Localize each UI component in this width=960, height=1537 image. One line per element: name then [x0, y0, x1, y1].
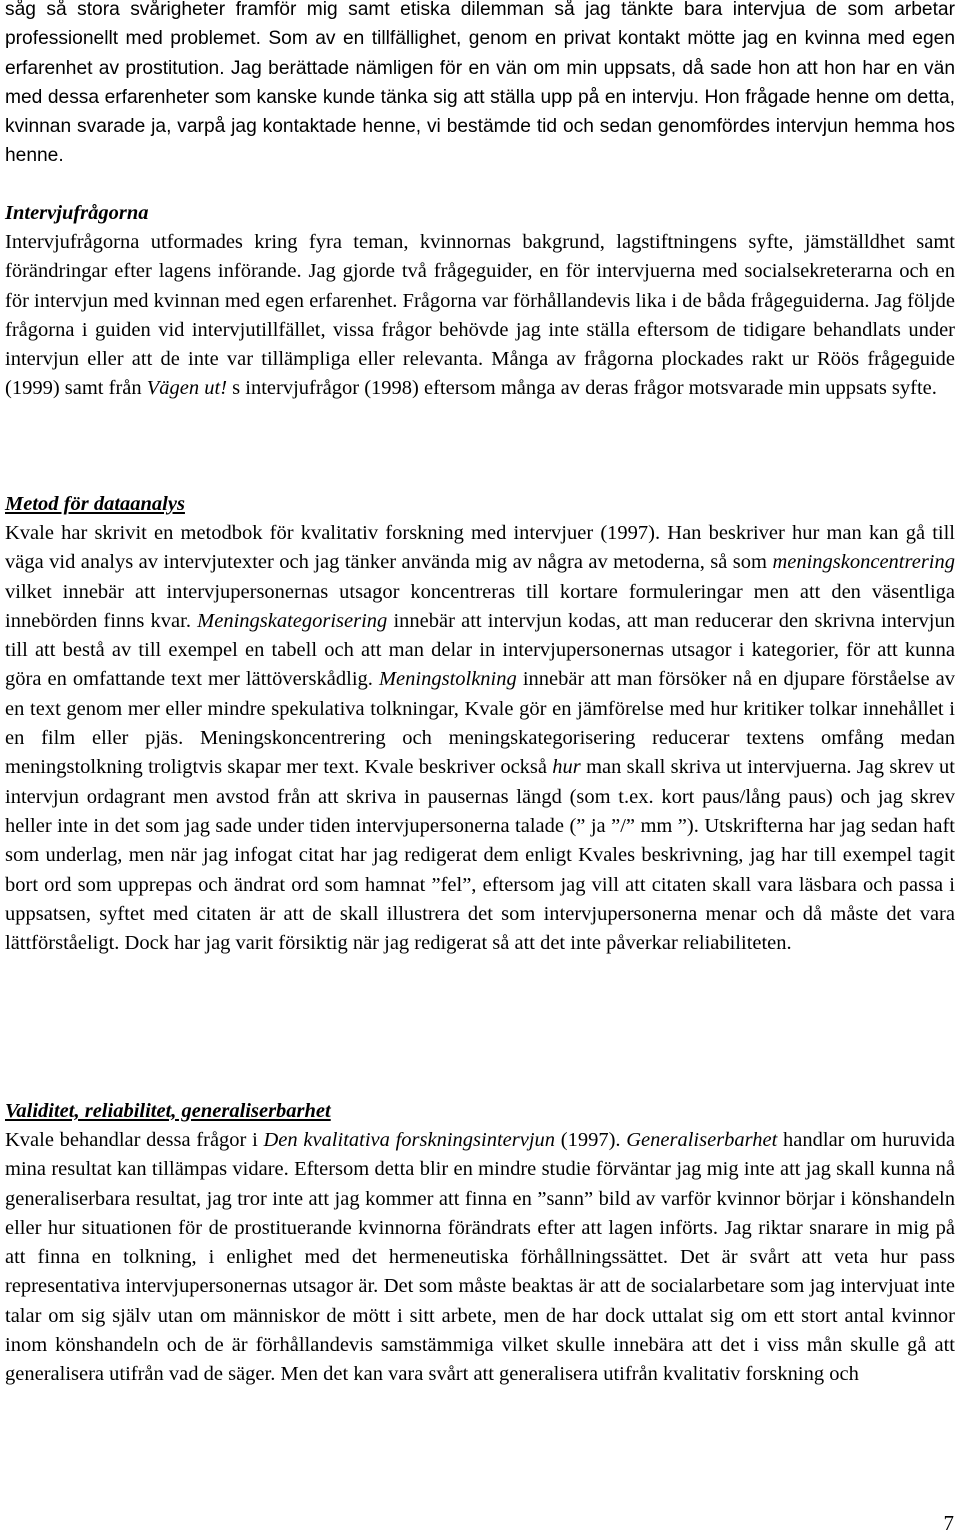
term-meningskoncentrering: meningskoncentrering [772, 551, 955, 574]
analysis-text-a: Kvale har skrivit en metodbok för kvalitativ forskning med intervjuer (1997). Han beskriver hur man kan gå till väga vid analys av intervjutexter och jag tänker använda mig av några av metoderna, så som [5, 522, 955, 574]
term-generaliserbarhet: Generaliserbarhet [626, 1129, 778, 1151]
term-hur: hur [552, 756, 581, 779]
intro-paragraph: såg så stora svårigheter framför mig samt etiska dilemman så jag tänkte bara intervjua de som arbetar professionellt med problemet. Som av en tillfällighet, genom en privat kontakt mötte jag en kvinna med egen erfarenhet av prostitution. Jag berättade nämligen för en vän om min uppsats, då sade hon att hon har en vän med dessa erfarenheter som kanske kunde tänka sig att ställa upp på en intervju. Hon frågade henne om detta, kvinnan svarade ja, varpå jag kontaktade henne, vi bestämde tid och sedan genomfördes intervjun hemma hos henne. [5, 0, 955, 167]
validity-heading: Validitet, reliabilitet, generaliserbarhet [5, 1100, 331, 1122]
interview-questions-heading: Intervjufrågorna [5, 202, 149, 224]
validity-paragraph [5, 1126, 955, 1390]
validity-text-b: (1997). [555, 1129, 627, 1151]
interview-questions-paragraph [5, 228, 955, 404]
analysis-text-c: innebär att intervjun kodas, att man reducerar den skrivna intervjun till att bestå av till exempel en tabell och att man delar in intervjupersonernas utsagor i kategorier, för att kunna göra en omfattande text mer lättöverskådlig. [5, 609, 956, 691]
analysis-text-e: man skall skriva ut intervjuerna. Jag skrev ut intervjun ordagrant men avstod från att skriva in pausernas längd (som t.ex. kort paus/lång paus) och jag skrev heller inte in det som jag sade under tiden intervjupersonerna talade (” ja ”/” mm ”). Utskrifterna har jag sedan haft som underlag, men när jag infogat citat har jag redigerat dem enligt Kvales beskrivning, jag har till exempel tagit bort ord som upprepas och ändrat ord som hamnat ”fel”, eftersom jag vill att citaten skall vara läsbara och passa i uppsatsen, syftet med citaten är att de skall illustrera det som intervjupersonerna menar och då måste det vara lättförståeligt. Dock har jag varit försiktig när jag redigerat så att det inte påverkar reliabiliteten. [5, 756, 955, 955]
page-number: 7 [943, 1511, 954, 1535]
term-meningstolkning: Meningstolkning [378, 668, 517, 691]
interview-questions-text-b: s intervjufrågor (1998) eftersom många av deras frågor motsvarade min uppsats syfte. [227, 377, 937, 400]
vagen-ut-title: Vägen ut! [146, 377, 228, 400]
analysis-method-heading: Metod för dataanalys [5, 493, 185, 515]
interview-questions-text-a: Intervjufrågorna utformades kring fyra teman, kvinnornas bakgrund, lagstiftningens syfte, jämställdhet samt förändringar efter lagens införande. Jag gjorde två frågeguider, en för intervjuerna med socialsekreterarna och en för intervjun med kvinnan med egen erfarenhet. Frågorna var förhållandevis lika i de båda frågeguiderna. Jag följde frågorna i guiden vid intervjutillfället, vissa frågor behövde jag inte ställa eftersom de tidigare behandlats under intervjun eller att de inte var tillämpliga eller relevanta. Många av frågorna plockades rakt ur Röös frågeguide (1999) samt från [5, 231, 955, 400]
analysis-text-d: innebär att man försöker nå en djupare förståelse av en text genom mer eller mindre spekulativa tolkningar, Kvale gör en jämförelse med hur kritiker tolkar innehållet i en film eller pjäs. Meningskoncentrering och meningskategorisering reducerar textens omfång medan meningstolkning troligtvis skapar mer text. Kvale beskriver också [5, 668, 955, 779]
book-title: Den kvalitativa forskningsintervjun [263, 1129, 556, 1151]
validity-text-a: Kvale behandlar dessa frågor i [5, 1129, 264, 1151]
term-meningskategorisering: Meningskategorisering [197, 609, 388, 632]
analysis-method-paragraph [5, 519, 955, 958]
analysis-text-b: vilket innebär att intervjupersonernas utsagor koncentreras till kortare formuleringar men att den väsentliga innebörden finns kvar. [5, 580, 955, 632]
validity-text-c: handlar om huruvida mina resultat kan tillämpas vidare. Eftersom detta blir en mindre studie förväntar jag mig inte att jag skall kunna nå generaliserbara resultat, jag tror inte att jag kommer att finna en ”sann” bild av varför kvinnor börjar i könshandeln eller hur situationen för de prostituerande kvinnorna förändrats efter att lagen införts. Jag riktar snarare in mig på att finna en tolkning, i enlighet med det hermeneutiska förhållningssättet. Det är svårt att veta hur pass representativa intervjupersonernas utsagor är. Det som måste beaktas är att de socialarbetare som jag intervjuat inte talar om sig själv utan om människor de mött i sitt arbete, men de har dock uttalat sig om ett stort antal kvinnor inom könshandeln och de är förhållandevis samstämmiga vilket skulle innebära att det i viss mån skulle gå att generalisera utifrån vad de säger. Men det kan vara svårt att generalisera utifrån kvalitativ forskning och [5, 1129, 955, 1386]
